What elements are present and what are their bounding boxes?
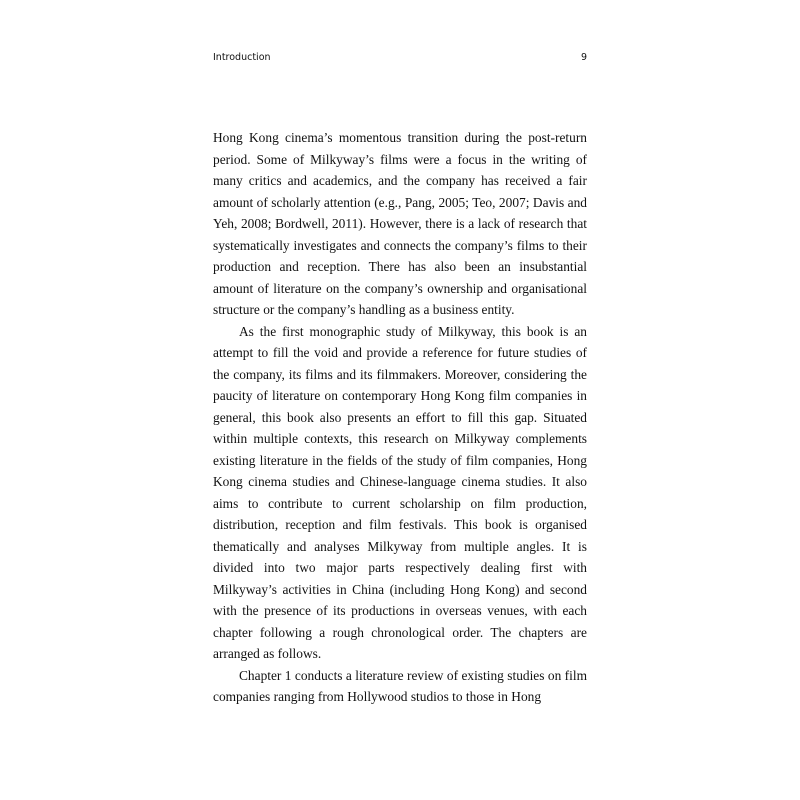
running-header: [213, 52, 587, 66]
page-number: 9: [580, 52, 587, 63]
paragraph-chapter-1: Chapter 1 conducts a literature review of existing studies on film companies ranging from Hollywood studios to those in Hong: [213, 667, 587, 704]
paragraph-continued: Hong Kong cinema’s momentous transition during the post-return period. Some of Milkyway’s films were a focus in the writing of many critics and academics, and the company has received a fair amount of scholarly attention (e.g., Pang, 2005; Teo, 2007; Davis and Yeh, 2008; Bordwell, 2011). However, there is a lack of research that systematically investigates and connects the company’s films to their production and reception. There has also been an insubstantial amount of literature on the company’s ownership and organisational structure or the company’s handling as a business entity.: [213, 130, 587, 317]
body-text: [213, 127, 587, 708]
running-title: Introduction: [213, 52, 271, 63]
paragraph-book-purpose: As the first monographic study of Milkyway, this book is an attempt to fill the void and provide a reference for future studies of the company, its films and its filmmakers. Moreover, considering the paucity of literature on contemporary Hong Kong film companies in general, this book also presents an effort to fill this gap. Situated within multiple contexts, this research on Milkyway complements existing literature in the fields of the study of film companies, Hong Kong cinema studies and Chinese-language cinema studies. It also aims to contribute to current scholarship on film production, distribution, reception and film festivals. This book is organised thematically and analyses Milkyway from multiple angles. It is divided into two major parts respectively dealing first with Milkyway’s activities in China (including Hong Kong) and second with the presence of its productions in overseas venues, with each chapter following a rough chronological order. The chapters are arranged as follows.: [213, 323, 587, 661]
